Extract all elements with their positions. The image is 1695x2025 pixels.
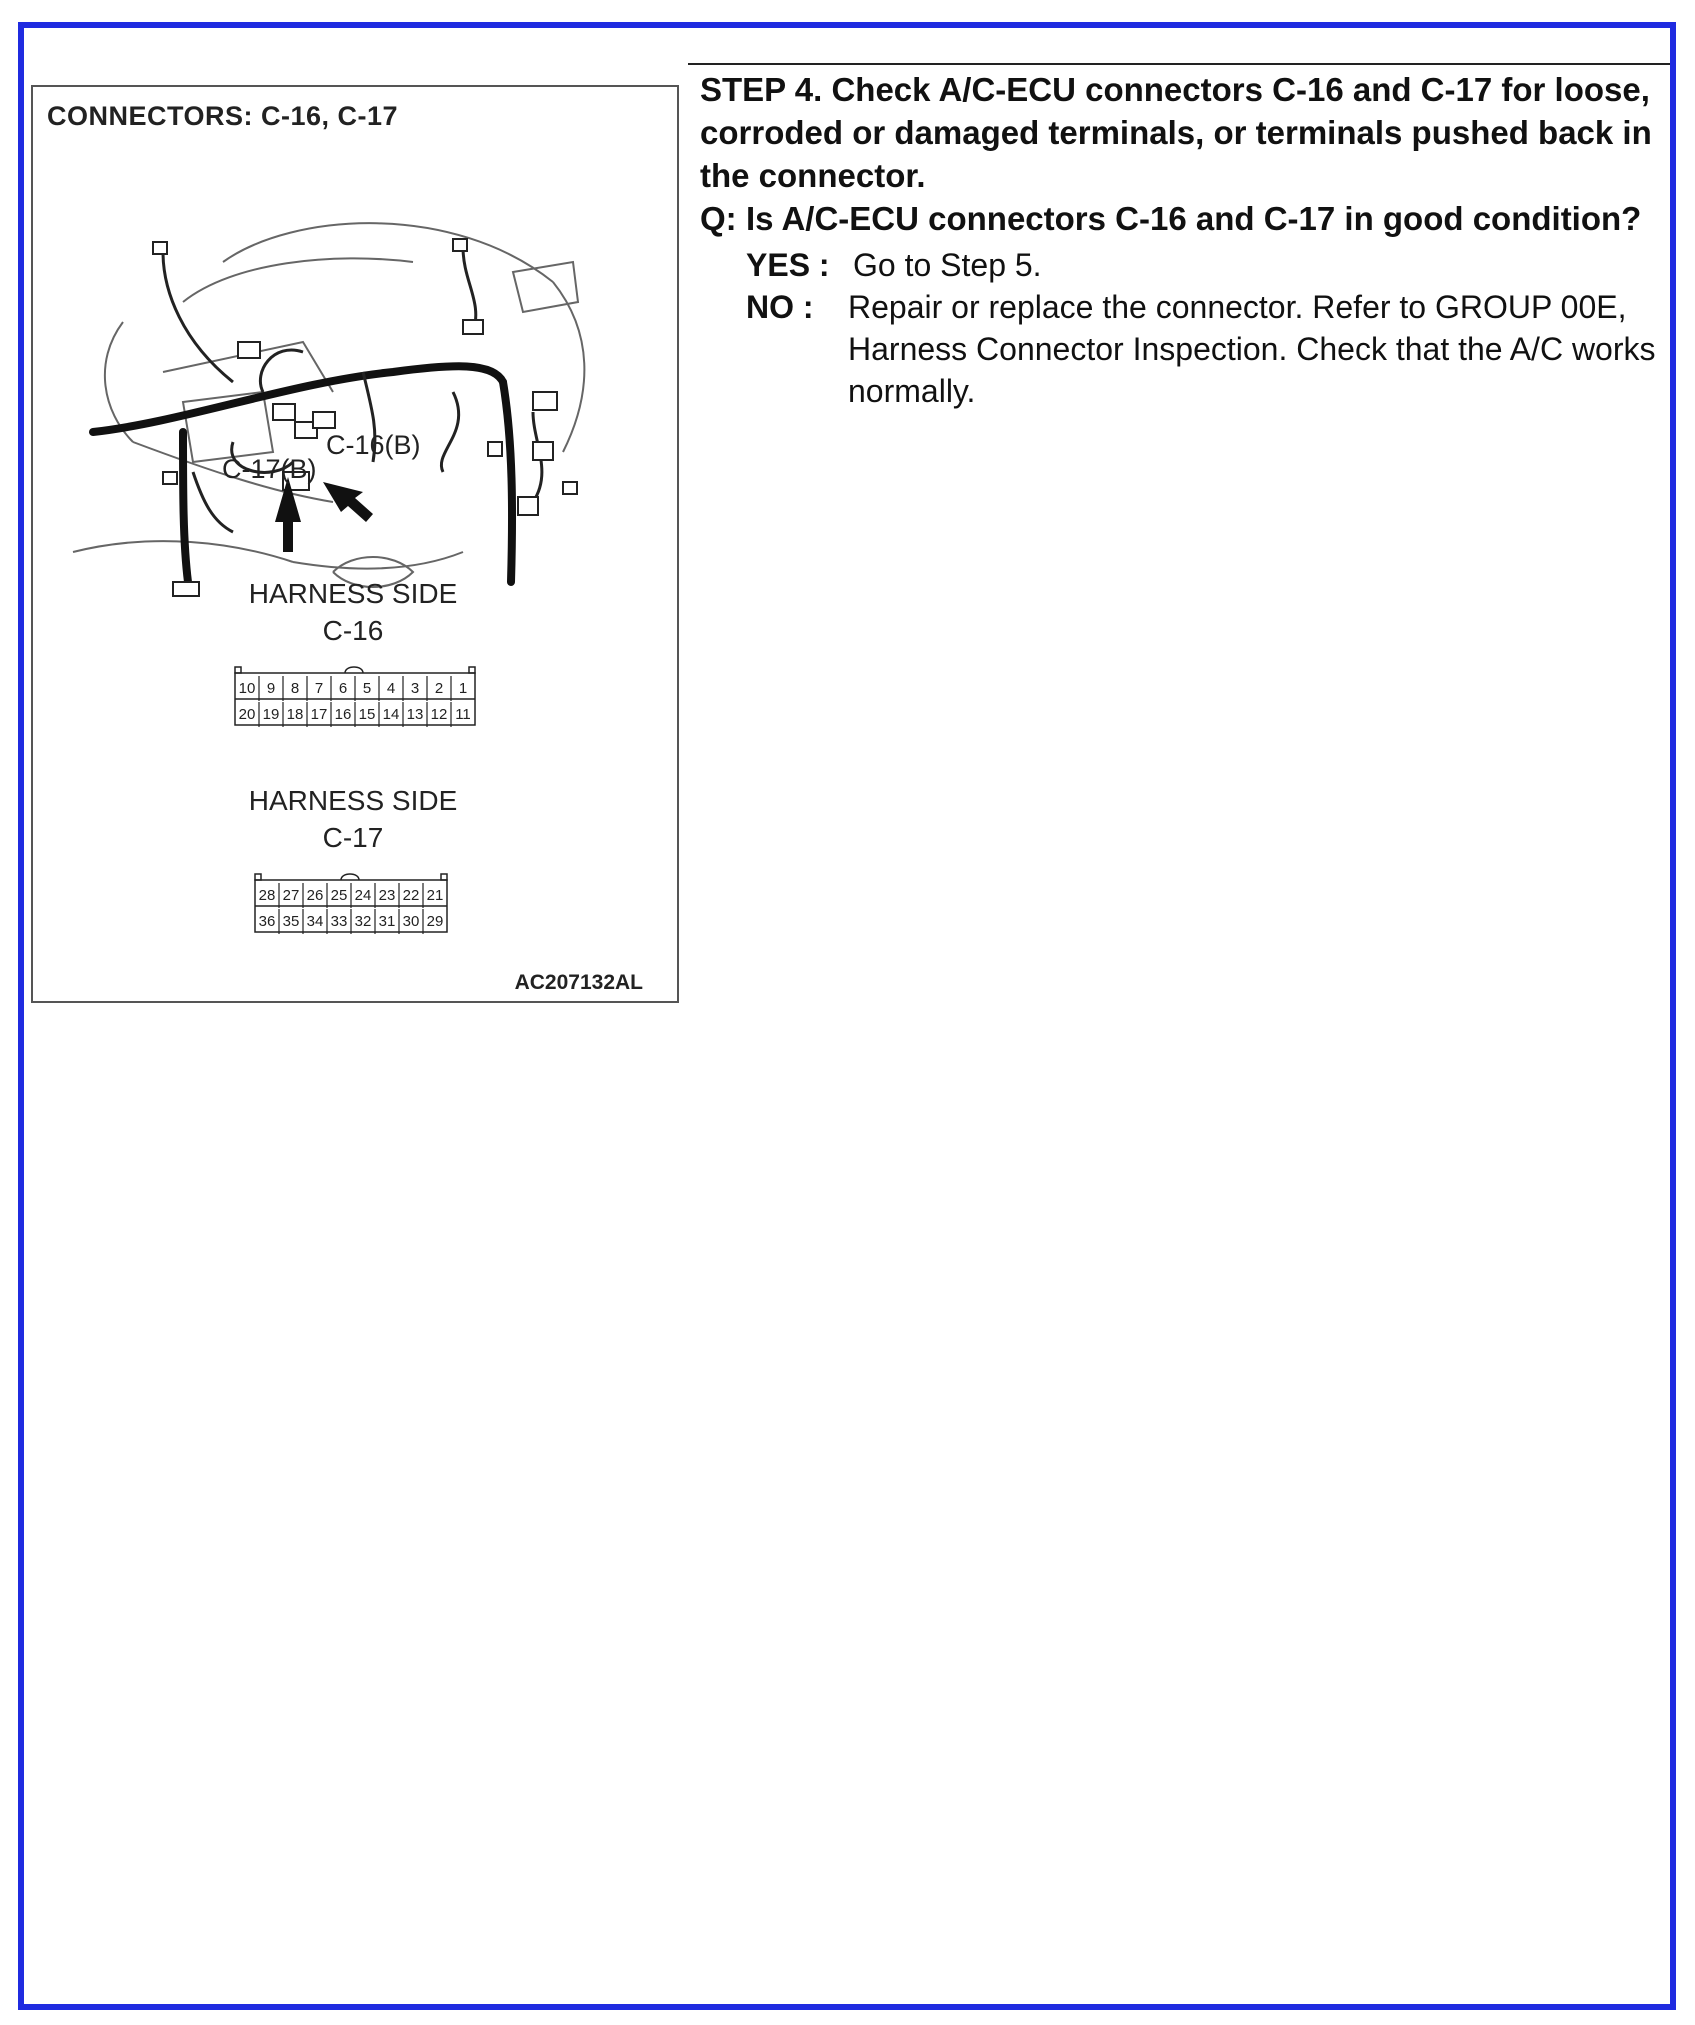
answer-yes — [746, 244, 1665, 286]
pin-number: 29 — [426, 913, 444, 930]
pin-number: 28 — [258, 887, 276, 904]
answers — [746, 244, 1665, 412]
harness-side-heading-c17 — [29, 782, 677, 856]
pin-number: 10 — [238, 680, 256, 697]
no-text: Repair or replace the connector. Refer to GROUP 00E, Harness Connector Inspection. Check that the A/C works normally. — [848, 289, 1656, 409]
pin-number: 23 — [378, 887, 396, 904]
pin-number: 1 — [458, 680, 468, 697]
pin-number: 22 — [402, 887, 420, 904]
pin-number: 15 — [358, 706, 376, 723]
pin-number: 2 — [434, 680, 444, 697]
pin-number: 12 — [430, 706, 448, 723]
pin-number: 6 — [338, 680, 348, 697]
pin-number: 9 — [266, 680, 276, 697]
figure-code: AC207132AL — [514, 971, 643, 994]
no-label: NO : — [746, 289, 814, 325]
connector-figure — [31, 85, 679, 1003]
step-block — [700, 68, 1665, 412]
answer-no — [746, 286, 1665, 412]
yes-text: Go to Step 5. — [853, 247, 1042, 283]
step-heading: STEP 4. Check A/C-ECU connectors C-16 and C-17 for loose, corroded or damaged terminals, or terminals pushed back in the connector. — [700, 71, 1652, 194]
pin-number: 33 — [330, 913, 348, 930]
callout-c17: C-17(B) — [222, 454, 317, 484]
figure-title: CONNECTORS: C-16, C-17 — [47, 101, 399, 131]
pin-number: 21 — [426, 887, 444, 904]
yes-label: YES : — [746, 247, 830, 283]
question — [700, 197, 1665, 240]
pin-number: 11 — [455, 706, 471, 723]
pin-number: 34 — [306, 913, 324, 930]
connector-c17-pinout — [253, 872, 453, 940]
pin-number: 31 — [378, 913, 396, 930]
pin-number: 27 — [282, 887, 300, 904]
pin-number: 30 — [402, 913, 420, 930]
pin-number: 4 — [386, 680, 396, 697]
pin-number: 25 — [330, 887, 348, 904]
connector-id: C-17 — [322, 822, 384, 853]
question-text: Is A/C-ECU connectors C-16 and C-17 in good condition? — [746, 200, 1642, 237]
pin-number: 17 — [310, 706, 328, 723]
pin-number: 24 — [354, 887, 372, 904]
pin-number: 20 — [238, 706, 256, 723]
harness-side-heading-c16 — [29, 575, 677, 649]
harness-side-label: HARNESS SIDE — [248, 785, 458, 816]
pin-number: 16 — [334, 706, 352, 723]
harness-location-illustration — [33, 142, 681, 622]
pin-number: 36 — [258, 913, 276, 930]
pin-number: 26 — [306, 887, 324, 904]
callout-c16: C-16(B) — [326, 430, 421, 460]
connector-id: C-16 — [322, 615, 384, 646]
pin-number: 18 — [286, 706, 304, 723]
pin-number: 35 — [282, 913, 300, 930]
harness-side-label: HARNESS SIDE — [248, 578, 458, 609]
pin-number: 3 — [410, 680, 420, 697]
pin-number: 5 — [362, 680, 372, 697]
connector-c16-pinout — [233, 665, 493, 733]
pin-number: 8 — [290, 680, 300, 697]
step-top-rule — [688, 63, 1670, 65]
pin-number: 32 — [354, 913, 372, 930]
pin-number: 13 — [406, 706, 424, 723]
pin-number: 14 — [382, 706, 400, 723]
question-label: Q: — [700, 200, 737, 237]
pin-number: 19 — [262, 706, 280, 723]
pin-number: 7 — [314, 680, 324, 697]
